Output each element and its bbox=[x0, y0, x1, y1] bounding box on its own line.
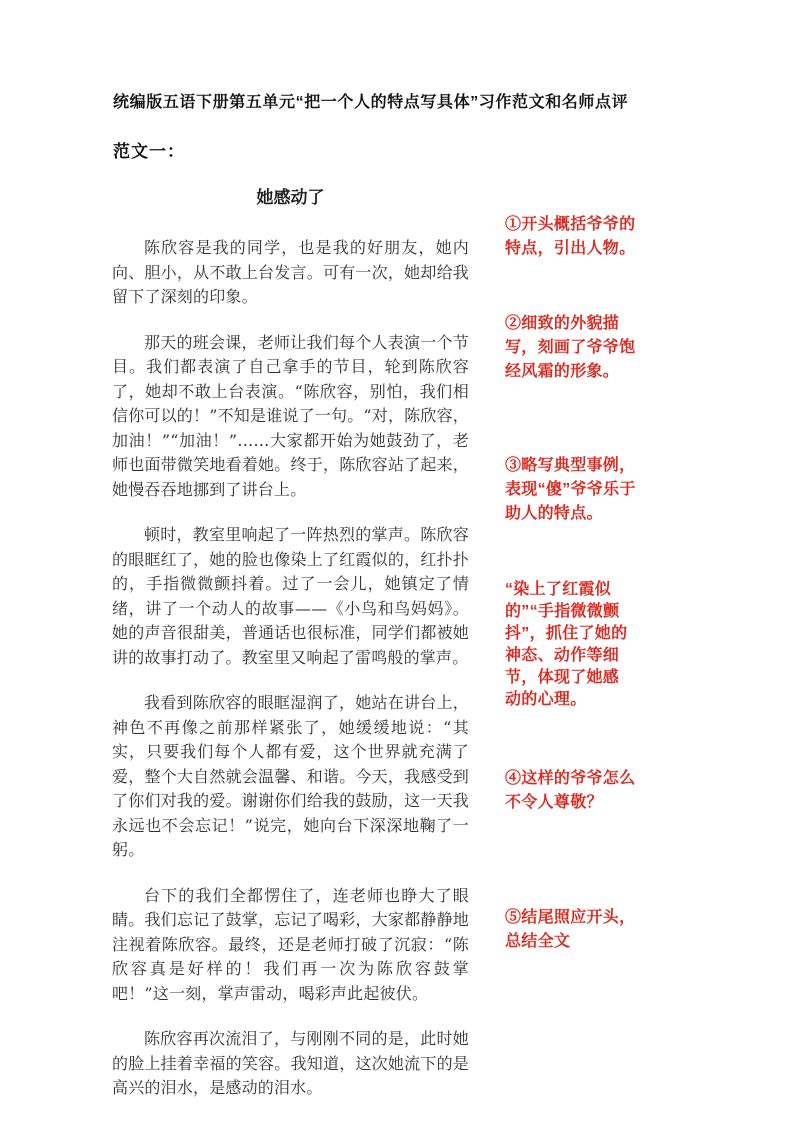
essay-paragraph-3: 顿时，教室里响起了一阵热烈的掌声。陈欣容的眼眶红了，她的脸也像染上了红霞似的，红扑扑的，手指微微颤抖着。过了一会儿，她镇定了情绪，讲了一个动人的故事——《小鸟和鸟妈妈》。她的声音很甜美，普通话也很标准，同学们都被她讲的故事打动了。教室里又响起了雷鸣般的掌声。 bbox=[112, 525, 469, 667]
teacher-note-1: ①开头概括爷爷的特点，引出人物。 bbox=[505, 216, 636, 257]
essay-paragraph-4: 我看到陈欣容的眼眶湿润了，她站在讲台上，神色不再像之前那样紧张了，她缓缓地说：“其实，只要我们每个人都有爱，这个世界就充满了爱，整个大自然就会温馨、和谐。今天，我感受到了你们对我的爱。谢谢你们给我的鼓励，这一天我永远也不会忘记！”说完，她向台下深深地鞠了一躬。 bbox=[112, 693, 469, 859]
essay-title: 她感动了 bbox=[256, 188, 325, 208]
essay-paragraph-5: 台下的我们全都愣住了，连老师也睁大了眼睛。我们忘记了鼓掌，忘记了喝彩，大家都静静地注视着陈欣容。最终，还是老师打破了沉寂：“陈欣容真是好样的！我们再一次为陈欣容鼓掌吧！”这一刻，掌声雷动，喝彩声此起彼伏。 bbox=[112, 885, 469, 1003]
document-title: 统编版五语下册第五单元“把一个人的特点写具体”习作范文和名师点评 bbox=[113, 94, 629, 111]
essay-body-column bbox=[112, 186, 469, 1101]
essay-paragraph-1: 陈欣容是我的同学，也是我的好朋友，她内向、胆小，从不敢上台发言。可有一次，她却给我留下了深刻的印象。 bbox=[112, 238, 469, 306]
teacher-note-6: ⑤结尾照应开头，总结全文 bbox=[505, 909, 636, 950]
essay-paragraph-6: 陈欣容再次流泪了，与刚刚不同的是，此时她的脸上挂着幸福的笑容。我知道，这次她流下的是高兴的泪水，是感动的泪水。 bbox=[112, 1029, 469, 1097]
teacher-note-2: ②细致的外貌描写，刻画了爷爷饱经风霜的形象。 bbox=[505, 315, 636, 380]
essay-paragraph-2: 那天的班会课，老师让我们每个人表演一个节目。我们都表演了自己拿手的节目，轮到陈欣容了，她却不敢上台表演。“陈欣容，别怕，我们相信你可以的！”不知是谁说了一句。“对，陈欣容，加油！”“加油！”……大家都开始为她鼓劲了，老师也面带微笑地看着她。终于，陈欣容站了起来，她慢吞吞地挪到了讲台上。 bbox=[112, 332, 469, 499]
teacher-note-4: “染上了红霞似的”“手指微微颤抖”，抓住了她的神态、动作等细节，体现了她感动的心理。 bbox=[505, 581, 628, 708]
model-essay-section-label: 范文一： bbox=[113, 142, 185, 161]
teacher-note-5: ④这样的爷爷怎么不令人尊敬？ bbox=[505, 770, 636, 811]
teacher-note-3: ③略写典型事例，表现“傻”爷爷乐于助人的特点。 bbox=[505, 457, 636, 522]
